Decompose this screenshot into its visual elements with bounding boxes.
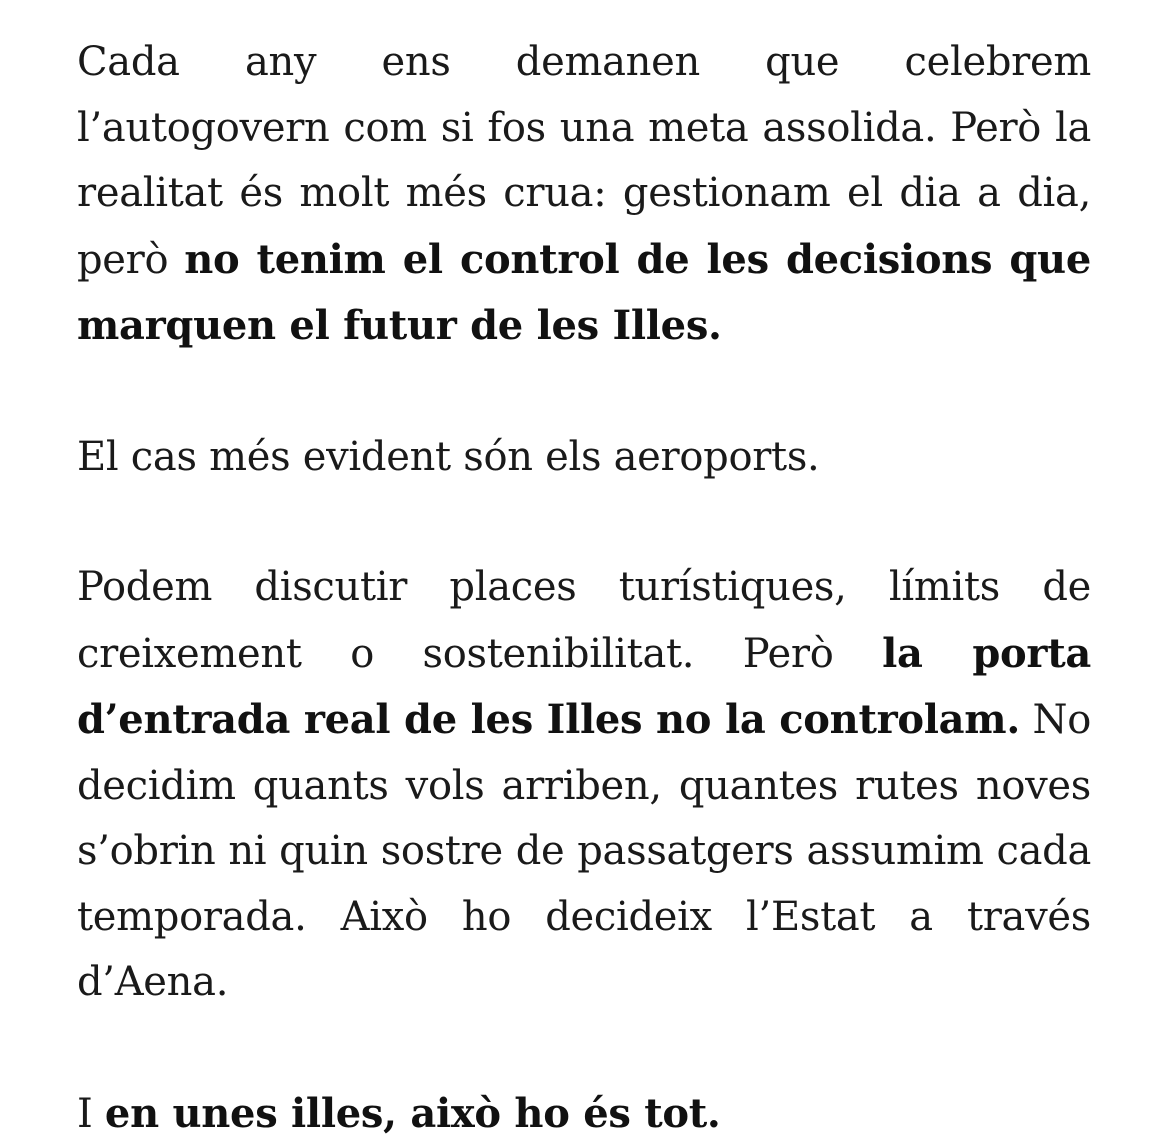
article-body <box>77 30 1091 1147</box>
bold-text-segment: no tenim el control de les decisions que marquen el futur de les Illes. <box>77 236 1091 350</box>
text-segment: I <box>77 1091 105 1137</box>
text-segment: Cada any ens demanen que celebrem l’autogovern com si fos una meta assolida. Però la realitat és molt més crua: gestionam el dia a dia, però <box>77 39 1091 283</box>
paragraph-autogovern <box>77 30 1091 360</box>
bold-text-segment: en unes illes, això ho és tot. <box>105 1090 721 1137</box>
bold-text-segment: la porta d’entrada real de les Illes no la controlam. <box>77 630 1091 744</box>
text-segment: El cas més evident són els aeroports. <box>77 434 819 480</box>
text-segment: Podem discutir places turístiques, límits de creixement o sostenibilitat. Però <box>77 564 1091 677</box>
paragraph-porta-entrada <box>77 555 1091 1016</box>
text-segment: No decidim quants vols arriben, quantes rutes noves s’obrin ni quin sostre de passatgers assumim cada temporada. Això ho decideix l’Estat a través d’Aena. <box>77 697 1091 1005</box>
paragraph-conclusio <box>77 1081 1091 1147</box>
paragraph-aeroports <box>77 425 1091 491</box>
